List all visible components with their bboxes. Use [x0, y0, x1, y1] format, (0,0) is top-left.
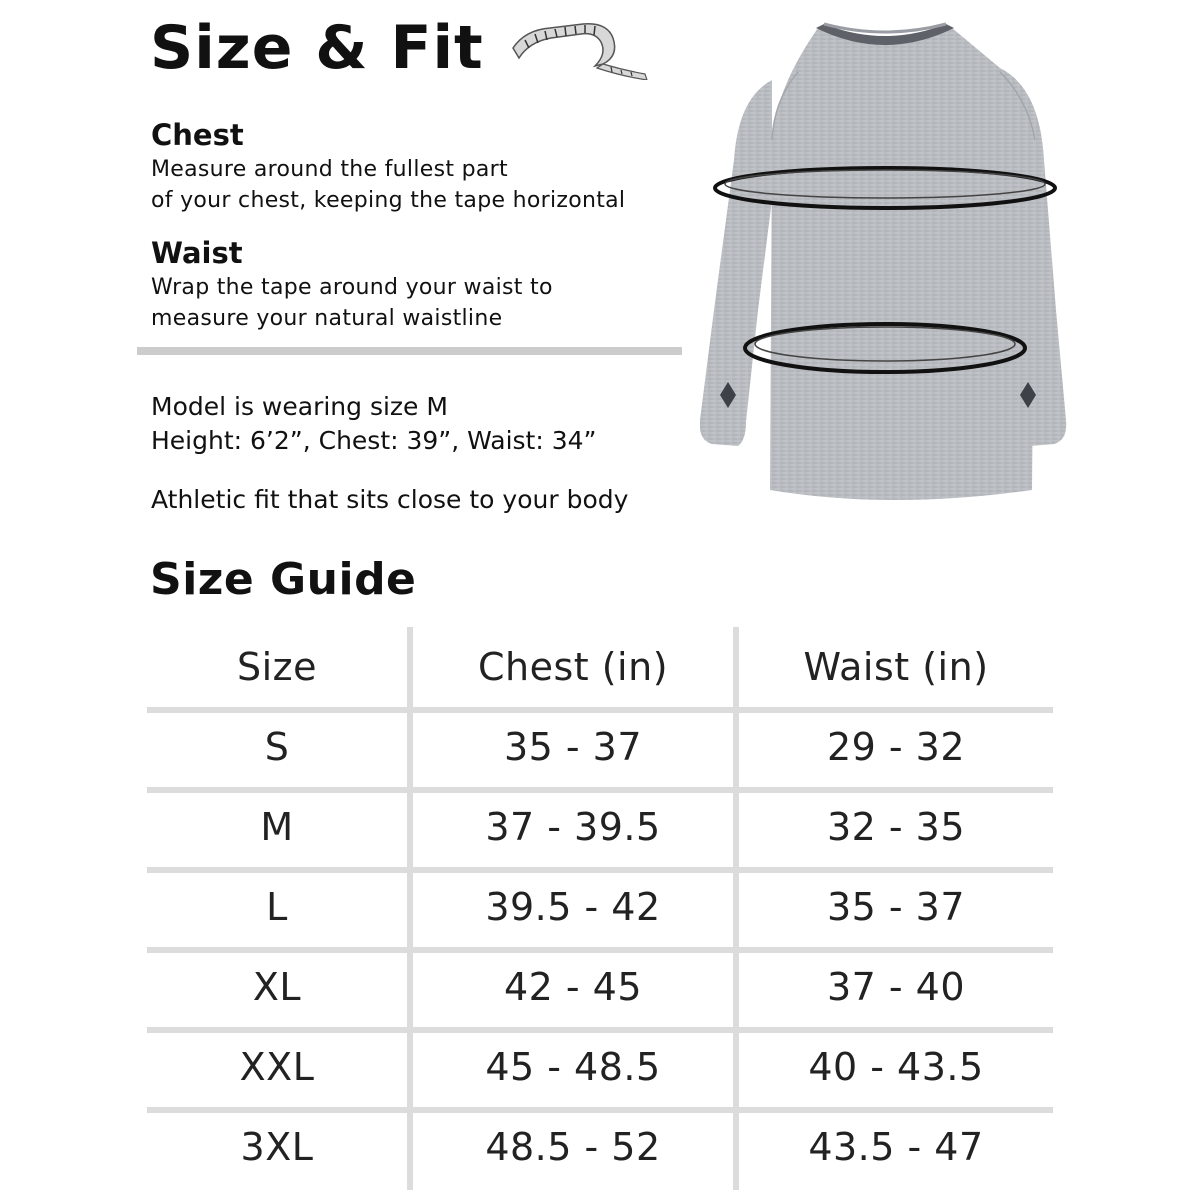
- model-size-note: Model is wearing size M: [151, 392, 448, 421]
- measuring-tape-icon: [505, 10, 655, 80]
- table-cell-waist: 29 - 32: [826, 725, 966, 769]
- table-cell-waist: 35 - 37: [826, 885, 966, 929]
- waist-heading: Waist: [151, 236, 243, 270]
- table-cell-chest: 37 - 39.5: [485, 805, 661, 849]
- size-table: [147, 627, 1053, 1190]
- shirt-product-image: [700, 10, 1070, 505]
- table-cell-waist: 40 - 43.5: [808, 1045, 984, 1089]
- page-title: Size & Fit: [150, 13, 484, 83]
- header-waist: Waist (in): [803, 645, 989, 689]
- header-chest: Chest (in): [477, 645, 669, 689]
- table-cell-size: M: [260, 805, 294, 849]
- chest-heading: Chest: [151, 118, 244, 152]
- table-cell-chest: 35 - 37: [503, 725, 643, 769]
- table-cell-chest: 48.5 - 52: [485, 1125, 661, 1169]
- table-cell-size: XXL: [239, 1045, 315, 1089]
- fit-description: Athletic fit that sits close to your body: [151, 485, 629, 514]
- table-cell-waist: 43.5 - 47: [808, 1125, 984, 1169]
- table-cell-chest: 39.5 - 42: [485, 885, 661, 929]
- table-cell-size: 3XL: [240, 1125, 314, 1169]
- table-cell-waist: 32 - 35: [826, 805, 966, 849]
- table-cell-waist: 37 - 40: [826, 965, 966, 1009]
- model-measurements: Height: 6’2”, Chest: 39”, Waist: 34”: [151, 426, 597, 455]
- table-cell-size: S: [264, 725, 290, 769]
- table-cell-size: XL: [252, 965, 302, 1009]
- waist-instruction-line-1: Wrap the tape around your waist to: [151, 275, 553, 300]
- table-cell-chest: 42 - 45: [503, 965, 643, 1009]
- section-divider: [137, 347, 682, 355]
- chest-instruction-line-2: of your chest, keeping the tape horizontal: [151, 188, 626, 213]
- waist-instruction-line-2: measure your natural waistline: [151, 306, 503, 331]
- chest-instruction-line-1: Measure around the fullest part: [151, 157, 508, 182]
- header-size: Size: [236, 645, 317, 689]
- table-cell-size: L: [266, 885, 288, 929]
- table-cell-chest: 45 - 48.5: [485, 1045, 661, 1089]
- size-guide-title: Size Guide: [150, 554, 417, 605]
